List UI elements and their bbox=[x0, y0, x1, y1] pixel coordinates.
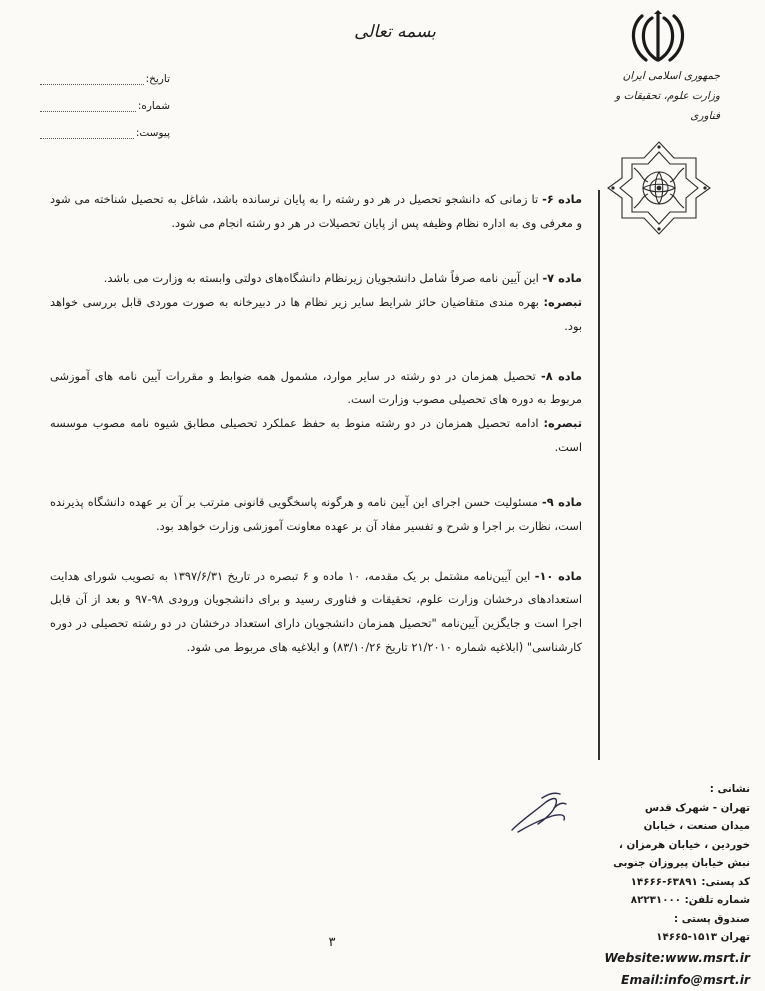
article-title: ماده ۹- bbox=[542, 495, 582, 510]
org-line-1: جمهوری اسلامی ایران bbox=[622, 70, 720, 82]
po-box: تهران ۱۵۱۳-۱۴۶۶۵ bbox=[656, 931, 750, 943]
website: Website:www.msrt.ir bbox=[604, 950, 750, 965]
signature bbox=[508, 790, 570, 836]
article-title: ماده ۶- bbox=[542, 192, 582, 206]
article-title: ماده ۱۰- bbox=[534, 568, 582, 583]
ministry-address bbox=[600, 780, 750, 991]
article-text: تحصیل همزمان در دو رشته در سایر موارد، مشمول همه ضوابط و مقررات آیین نامه های آموزشی مربوط به دوره های تحصیلی مصوب وزارت است. bbox=[50, 368, 582, 407]
address-line: خوردین ، خیابان هرمزان ، bbox=[618, 838, 750, 851]
article-7 bbox=[50, 267, 582, 291]
phone-number: شماره تلفن: ۸۲۲۳۱۰۰۰ bbox=[630, 894, 750, 906]
article-text: این آیین نامه صرفاً شامل دانشجویان زیرنظام دانشگاه‌های دولتی وابسته به وزارت می باشد. bbox=[103, 271, 543, 286]
org-line-2: وزارت علوم، تحقیقات و فناوری bbox=[615, 90, 720, 122]
organization-name bbox=[600, 66, 720, 126]
article-8-note bbox=[50, 412, 582, 459]
note-text: بهره مندی متقاضیان حائز شرایط سایر زیر نظام ها در دبیرخانه به صورت موردی قابل بررسی خواهد بود. bbox=[50, 295, 582, 333]
letter-meta bbox=[40, 58, 170, 139]
address-line: میدان صنعت ، خیابان bbox=[643, 820, 750, 832]
article-text: تا زمانی که دانشجو تحصیل در هر دو رشته را به پایان نرسانده باشد، شاغل به تحصیل شناخته می شود و معرفی وی به اداره نظام وظیفه پس از پایان تحصیلات در هر دو رشته انجام می شود. bbox=[50, 192, 582, 230]
attachment-row bbox=[40, 112, 170, 139]
article-title: ماده ۷- bbox=[542, 271, 582, 286]
article-6 bbox=[50, 188, 582, 235]
article-9 bbox=[50, 491, 582, 538]
page-number: ۳ bbox=[328, 935, 336, 950]
address-label: نشانی : bbox=[709, 783, 750, 795]
article-7-note bbox=[50, 291, 582, 338]
attachment-line bbox=[40, 127, 134, 139]
number-line bbox=[40, 100, 136, 112]
note-title: تبصره: bbox=[543, 415, 582, 430]
date-label: تاریخ: bbox=[145, 73, 170, 85]
vertical-divider bbox=[598, 190, 600, 760]
article-8 bbox=[50, 365, 582, 412]
date-line bbox=[40, 73, 144, 85]
attachment-label: پیوست: bbox=[135, 127, 170, 139]
number-row bbox=[40, 85, 170, 112]
email: Email:info@msrt.ir bbox=[621, 972, 750, 987]
article-text: این آیین‌نامه مشتمل بر یک مقدمه، ۱۰ ماده و ۶ تبصره در تاریخ ۱۳۹۷/۶/۳۱ به تصویب شورای هدایت استعدادهای درخشان وزارت علوم، تحقیقات و فناوری رسید و برای دانشجویان ورودی ۹۸-۹۷ و بعد از آن قابل اجرا است و جایگزین آیین‌نامه "تحصیل همزمان دانشجویان دارای استعداد درخشان در دو رشته تحصیلی در دوره کارشناسی" (ابلاغیه شماره ۲۱/۲۰۱۰ تاریخ ۸۳/۱۰/۲۶) و ابلاغیه های مربوط می شود. bbox=[50, 568, 582, 654]
note-title: تبصره: bbox=[543, 295, 582, 310]
article-title: ماده ۸- bbox=[540, 368, 582, 383]
arabesque-ornament-icon bbox=[604, 138, 714, 238]
po-box-label: صندوق پستی : bbox=[674, 912, 750, 925]
article-10 bbox=[50, 565, 582, 660]
article-text: مسئولیت حسن اجرای این آیین نامه و هرگونه پاسخگویی قانونی مترتب بر آن بر عهده دانشگاه پذیرنده است، نظارت بر اجرا و شرح و تفسیر مفاد آن بر عهده معاونت آموزشی وزارت خواهد بود. bbox=[50, 495, 582, 534]
number-label: شماره: bbox=[137, 100, 170, 112]
date-row bbox=[40, 58, 170, 85]
note-text: ادامه تحصیل همزمان در دو رشته منوط به حفظ عملکرد تحصیلی مطابق شیوه نامه مصوب موسسه است. bbox=[50, 415, 582, 454]
letter-body bbox=[50, 188, 582, 660]
address-line: تهران - شهرک قدس bbox=[644, 801, 750, 814]
iran-emblem-icon bbox=[628, 10, 688, 68]
invocation-heading: بسمه تعالی bbox=[354, 22, 436, 42]
postal-code: کد پستی: ۶۳۸۹۱-۱۴۶۶۶ bbox=[630, 875, 750, 888]
address-line: نبش خیابان پیروزان جنوبی bbox=[613, 857, 750, 869]
